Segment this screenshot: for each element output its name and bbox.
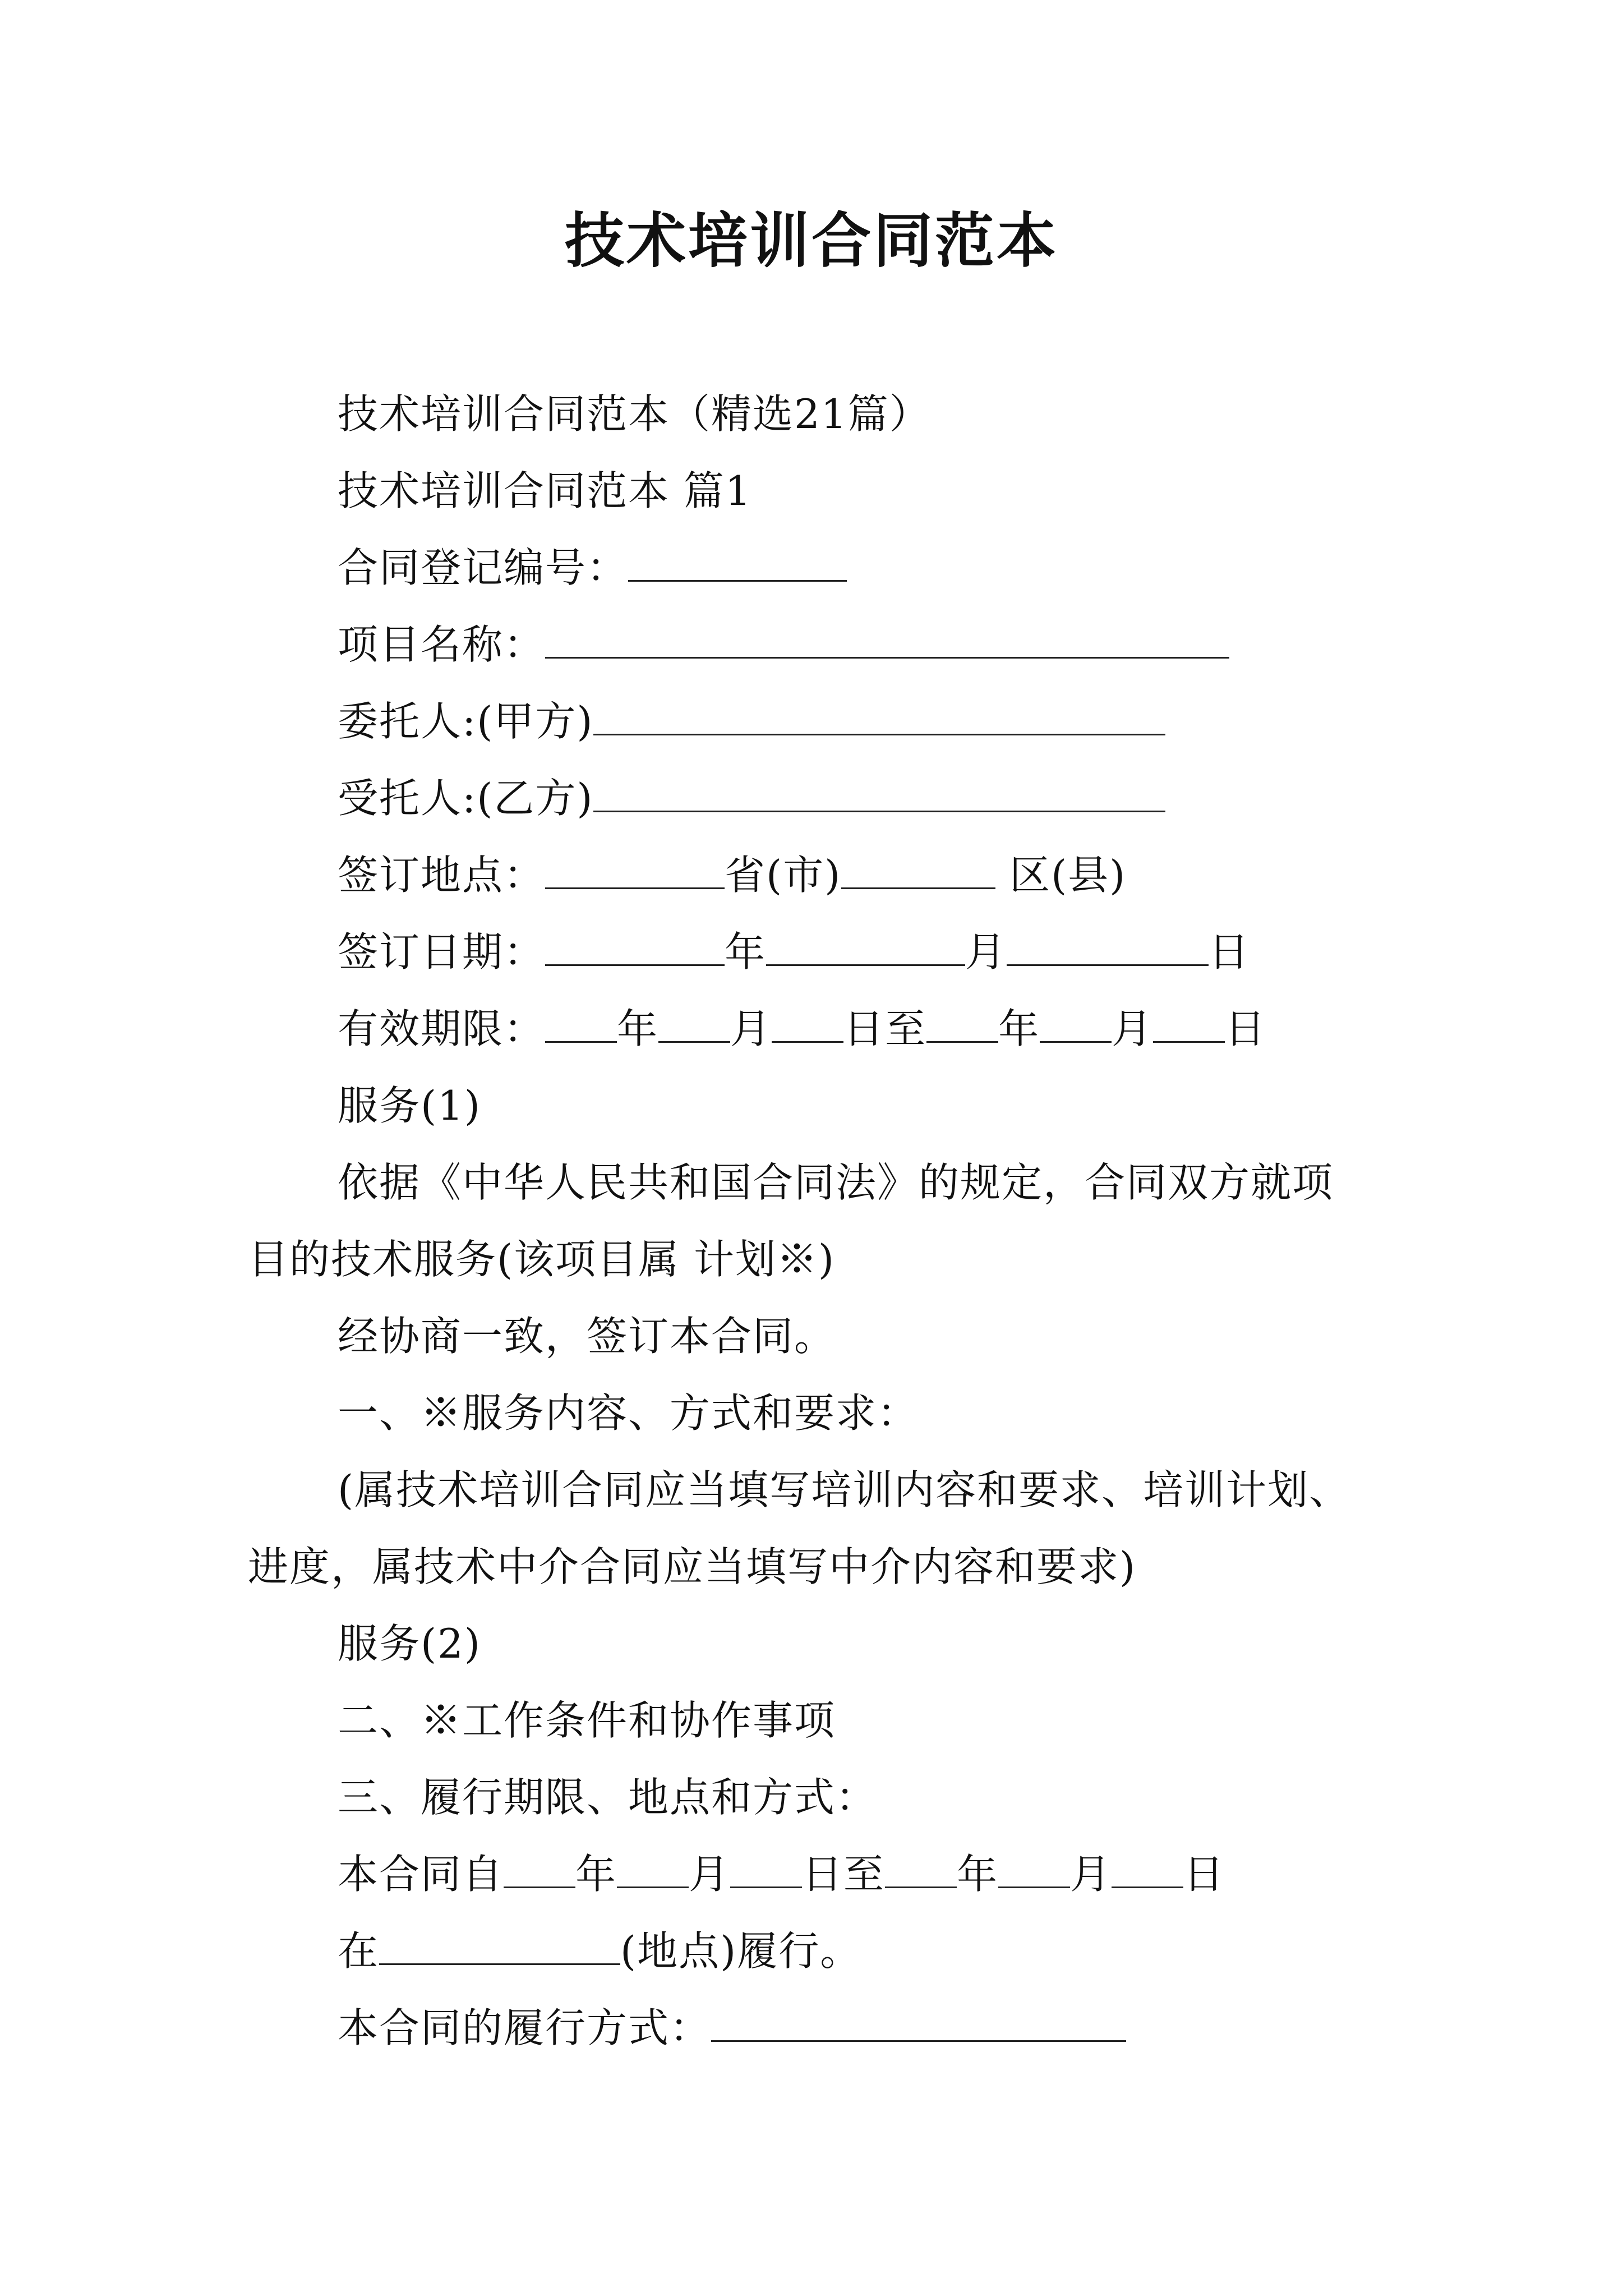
place-line (248, 1913, 1381, 1990)
subtitle-text: 技术培训合同范本（精选21篇） (338, 390, 931, 438)
term-line (248, 1836, 1381, 1913)
service-2-text: 服务(2) (338, 1620, 481, 1667)
start-year-blank (545, 1004, 617, 1043)
contract-number-label: 合同登记编号： (338, 544, 629, 591)
document-body (248, 376, 1381, 2067)
basis-text-1: 依据《中华人民共和国合同法》的规定，合同双方就项 (338, 1159, 1334, 1206)
basis-text-2: 目的技术服务(该项目属 计划※) (248, 1236, 836, 1283)
start-day-label: 日至 (843, 1005, 927, 1052)
performance-method-blank (711, 2003, 1126, 2042)
contract-number-line (248, 530, 1381, 606)
agreement-text: 经协商一致，签订本合同。 (338, 1313, 836, 1360)
service-1-text: 服务(1) (338, 1082, 481, 1129)
start-month-blank (658, 1004, 730, 1043)
party-a-label: 委托人:(甲方) (338, 698, 594, 745)
start-year-label: 年 (617, 1005, 659, 1052)
clause-2-heading (248, 1682, 1381, 1759)
project-name-line (248, 606, 1381, 683)
day-blank (1007, 927, 1209, 966)
basis-line-1 (248, 1144, 1381, 1221)
month-blank (766, 927, 965, 966)
term-start-year-blank (504, 1849, 575, 1888)
signing-place-line (248, 837, 1381, 914)
validity-label: 有效期限： (338, 1005, 546, 1052)
term-end-month-blank (998, 1849, 1070, 1888)
subtitle-line (248, 376, 1381, 453)
place-suffix: (地点)履行。 (620, 1927, 862, 1975)
service-1-line (248, 1068, 1381, 1144)
place-blank (379, 1926, 620, 1965)
signing-place-label: 签订地点： (338, 852, 546, 899)
basis-line-2 (248, 1221, 1381, 1298)
project-name-label: 项目名称： (338, 621, 546, 668)
start-day-blank (772, 1004, 843, 1043)
document-title: 技术培训合同范本 (565, 206, 1058, 275)
clause-1-note-text-1: (属技术培训合同应当填写培训内容和要求、培训计划、 (338, 1466, 1351, 1513)
party-b-label: 受托人:(乙方) (338, 775, 594, 822)
end-month-blank (1040, 1004, 1112, 1043)
party-b-line (248, 760, 1381, 837)
clause-2-text: 二、※工作条件和协作事项 (338, 1697, 836, 1744)
end-day-blank (1153, 1004, 1225, 1043)
month-label: 月 (965, 928, 1007, 976)
party-a-blank (593, 697, 1165, 735)
year-blank (545, 927, 725, 966)
party-a-line (248, 683, 1381, 760)
year-label: 年 (725, 928, 767, 976)
term-label: 本合同自 (338, 1851, 504, 1898)
clause-1-text: 一、※服务内容、方式和要求： (338, 1389, 919, 1437)
project-name-blank (545, 620, 1229, 659)
start-month-label: 月 (730, 1005, 772, 1052)
term-end-day-label: 日 (1183, 1851, 1225, 1898)
clause-3-heading (248, 1759, 1381, 1836)
contract-number-blank (628, 543, 847, 582)
term-end-month-label: 月 (1070, 1851, 1112, 1898)
term-start-year-label: 年 (575, 1851, 617, 1898)
term-start-day-label: 日至 (802, 1851, 886, 1898)
day-label: 日 (1209, 928, 1251, 976)
clause-1-note-2 (248, 1529, 1381, 1605)
signing-date-label: 签订日期： (338, 928, 546, 976)
validity-line (248, 991, 1381, 1068)
section-heading (248, 453, 1381, 530)
clause-1-heading (248, 1375, 1381, 1452)
service-2-line (248, 1605, 1381, 1682)
province-label: 省(市) (725, 852, 842, 899)
signing-date-line (248, 914, 1381, 991)
end-day-label: 日 (1225, 1005, 1267, 1052)
term-start-day-blank (730, 1849, 802, 1888)
district-blank (841, 850, 995, 889)
term-end-day-blank (1112, 1849, 1183, 1888)
place-prefix: 在 (338, 1927, 380, 1975)
clause-1-note-1 (248, 1452, 1381, 1529)
agreement-line (248, 1298, 1381, 1375)
end-month-label: 月 (1112, 1005, 1154, 1052)
section-heading-text: 技术培训合同范本 篇1 (338, 467, 752, 514)
term-end-year-label: 年 (957, 1851, 999, 1898)
term-start-month-blank (617, 1849, 689, 1888)
performance-method-line (248, 1990, 1381, 2067)
term-end-year-blank (885, 1849, 957, 1888)
performance-method-label: 本合同的履行方式： (338, 2004, 712, 2051)
clause-3-text: 三、履行期限、地点和方式： (338, 1774, 878, 1821)
end-year-label: 年 (998, 1005, 1040, 1052)
term-start-month-label: 月 (689, 1851, 731, 1898)
clause-1-note-text-2: 进度，属技术中介合同应当填写中介内容和要求) (248, 1543, 1137, 1590)
party-b-blank (593, 774, 1165, 812)
district-label: 区(县) (995, 852, 1127, 899)
province-blank (545, 850, 725, 889)
end-year-blank (926, 1004, 998, 1043)
